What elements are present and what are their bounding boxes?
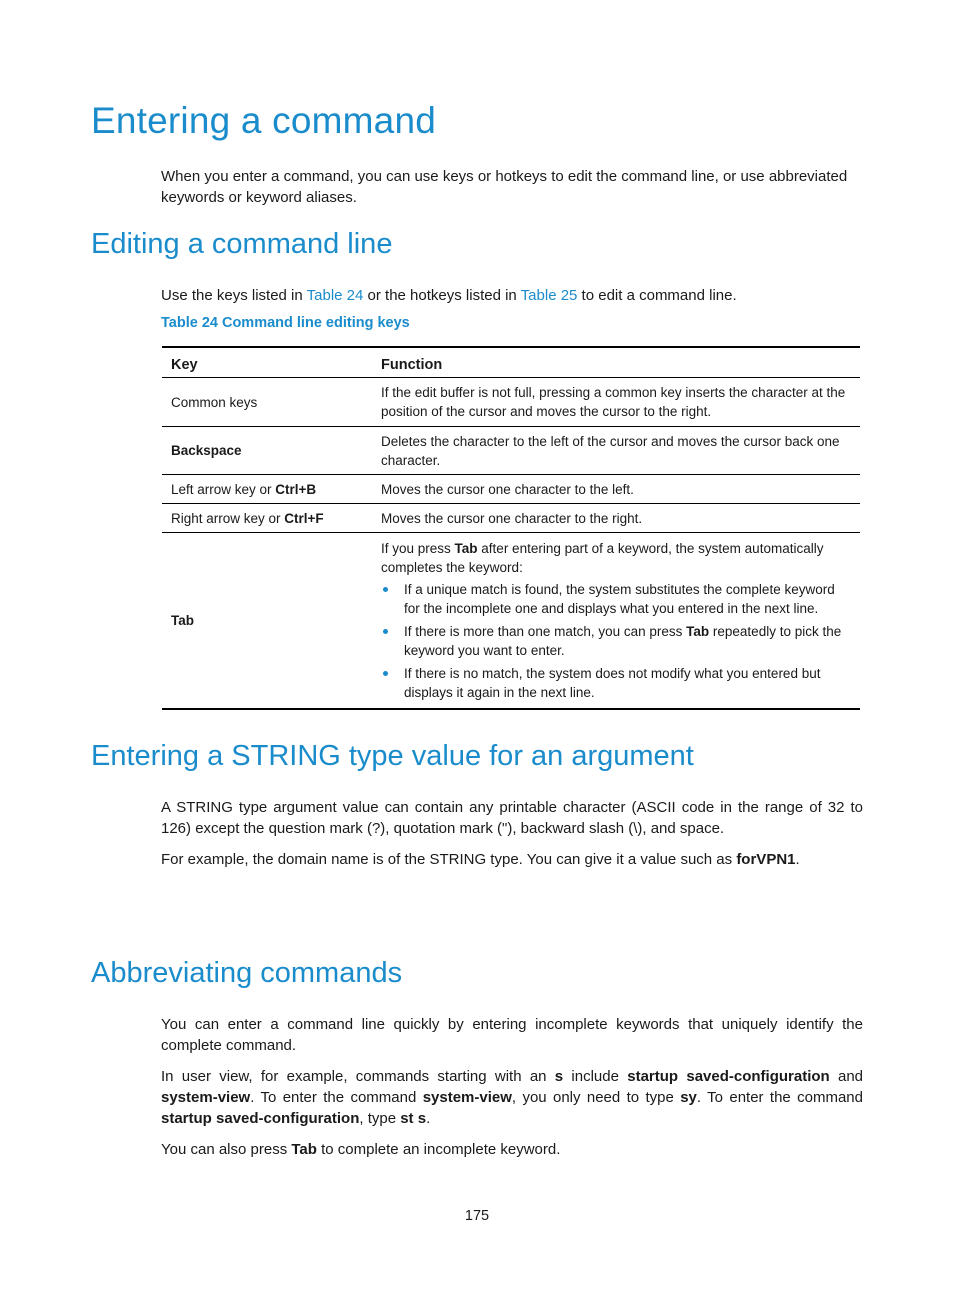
section-heading-string: Entering a STRING type value for an argument — [91, 740, 694, 772]
bullet-bold: Tab — [686, 623, 710, 639]
table-row — [162, 427, 860, 475]
abbrev-bold: system-view — [161, 1089, 251, 1106]
intro-paragraph: When you enter a command, you can use keys or hotkeys to edit the command line, or use abbreviated keywords or keyword aliases. — [161, 168, 848, 206]
header-function: Function — [372, 347, 860, 378]
abbrev-bold: startup saved-configuration — [161, 1110, 360, 1127]
abbrev-text: include — [563, 1068, 628, 1085]
table-row — [162, 475, 860, 504]
table-row — [162, 533, 860, 709]
abbrev-bold: startup saved-configuration — [627, 1068, 830, 1085]
editing-keys-table — [162, 346, 860, 710]
abbrev-bold: s — [554, 1068, 564, 1085]
table-24-link[interactable]: Table 24 — [306, 287, 364, 304]
table-caption: Table 24 Command line editing keys — [161, 315, 410, 331]
section-heading-abbreviating: Abbreviating commands — [91, 957, 403, 989]
key-cell — [162, 533, 372, 709]
function-cell: If the edit buffer is not full, pressing a common key inserts the character at the position of the cursor and moves the cursor to the right. — [372, 378, 860, 427]
function-cell: Moves the cursor one character to the left. — [372, 475, 860, 504]
abbrev-text: and — [829, 1068, 864, 1085]
table-row — [162, 504, 860, 533]
abbrev-text: . — [426, 1110, 431, 1127]
bullet-text-a: If there is more than one match, you can press — [404, 623, 687, 639]
key-bold: Ctrl+B — [275, 481, 317, 497]
string-text-a: For example, the domain name is of the STRING type. You can give it a value such as — [161, 851, 737, 868]
abbrev-text: In user view, for example, commands starting with an — [161, 1068, 555, 1085]
tab-bullet-list — [381, 580, 851, 702]
table-25-link[interactable]: Table 25 — [520, 287, 578, 304]
key-bold: Ctrl+F — [284, 510, 324, 526]
tab-bold: Tab — [454, 540, 478, 556]
abbrev-tab-bold: Tab — [291, 1141, 317, 1158]
key-plain: Left arrow key or — [171, 481, 276, 497]
string-paragraph-2 — [161, 849, 863, 870]
abbrev-paragraph-3 — [161, 1139, 863, 1160]
abbrev-text-a: You can also press — [161, 1141, 292, 1158]
editing-text-a: Use the keys listed in — [161, 287, 307, 304]
header-key: Key — [162, 347, 372, 378]
table-header-row — [162, 347, 860, 378]
key-cell — [162, 504, 372, 533]
list-item — [381, 580, 851, 618]
abbrev-text-b: to complete an incomplete keyword. — [316, 1141, 561, 1158]
abbrev-paragraph-2 — [161, 1066, 863, 1129]
tab-description — [381, 539, 851, 577]
editing-text-b: or the hotkeys listed in — [363, 287, 521, 304]
bullet-text: If a unique match is found, the system substitutes the complete keyword for the incomplete one and displays what you entered in the next line. — [404, 581, 835, 616]
abbrev-bold: sy — [680, 1089, 697, 1106]
abbrev-text: . To enter the command — [250, 1089, 423, 1106]
function-cell — [372, 533, 860, 709]
abbrev-text: , you only need to type — [511, 1089, 681, 1106]
string-bold: forVPN1 — [736, 851, 796, 868]
key-cell: Common keys — [162, 378, 372, 427]
bullet-text: If there is no match, the system does not modify what you entered but displays it again in the next line. — [404, 665, 821, 700]
string-paragraph-1: A STRING type argument value can contain any printable character (ASCII code in the range of 32 to 126) except the question mark (?), quotation mark ("), backward slash (\), and space. — [161, 799, 863, 837]
tab-text-b: after entering part of a keyword, the system automatically completes the keyword: — [381, 540, 824, 575]
tab-text-a: If you press — [381, 540, 455, 556]
editing-paragraph — [161, 285, 863, 306]
bullet-icon — [383, 587, 388, 592]
abbrev-bold: system-view — [422, 1089, 512, 1106]
page-number: 175 — [464, 1208, 490, 1224]
key-plain: Right arrow key or — [171, 510, 285, 526]
table-row — [162, 378, 860, 427]
bullet-icon — [383, 629, 388, 634]
function-cell: Deletes the character to the left of the cursor and moves the cursor back one character. — [372, 427, 860, 475]
abbrev-bold: st s — [400, 1110, 427, 1127]
list-item — [381, 664, 851, 702]
list-item — [381, 622, 851, 660]
key-bold: Backspace — [171, 443, 242, 458]
bullet-text-b: repeatedly to pick the keyword you want to enter. — [404, 623, 842, 658]
abbrev-text: . To enter the command — [696, 1089, 863, 1106]
editing-text-c: to edit a command line. — [577, 287, 737, 304]
page-title: Entering a command — [91, 100, 437, 141]
bullet-icon — [383, 671, 388, 676]
section-heading-editing: Editing a command line — [91, 228, 393, 260]
key-bold: Tab — [171, 612, 194, 628]
function-cell: Moves the cursor one character to the right. — [372, 504, 860, 533]
abbrev-paragraph-1: You can enter a command line quickly by entering incomplete keywords that uniquely identify the complete command. — [161, 1016, 863, 1054]
key-cell — [162, 427, 372, 475]
abbrev-text: , type — [359, 1110, 401, 1127]
key-cell — [162, 475, 372, 504]
string-text-b: . — [795, 851, 800, 868]
